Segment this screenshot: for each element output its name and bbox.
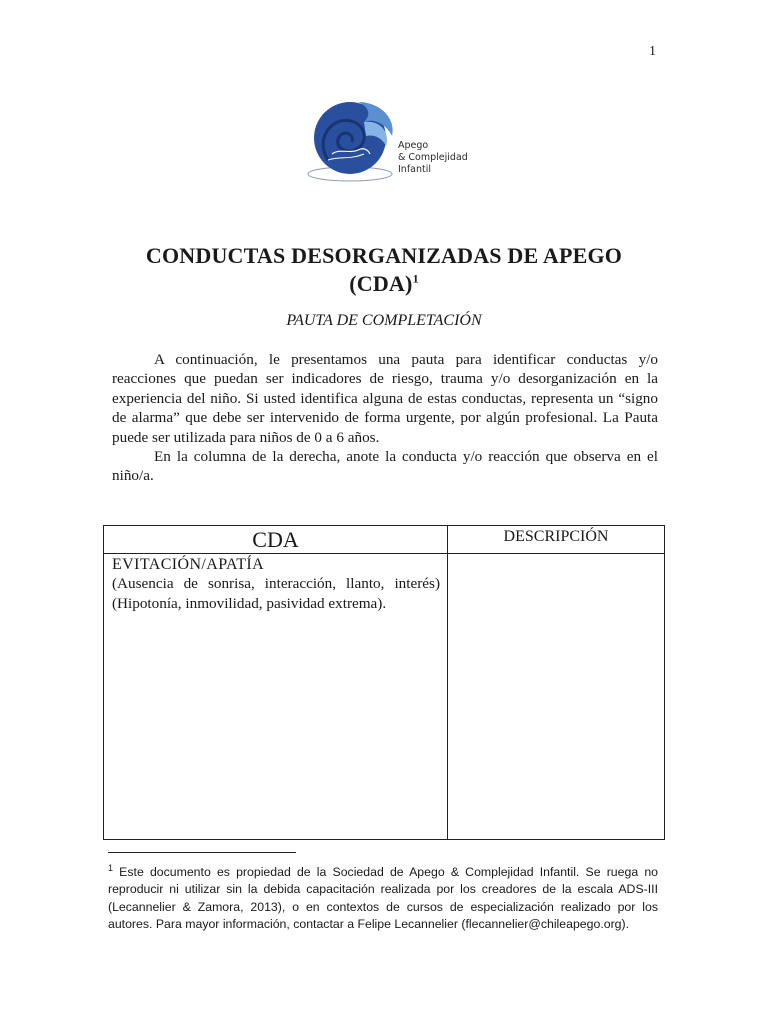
document-subtitle: PAUTA DE COMPLETACIÓN — [286, 312, 482, 329]
logo-line: Apego — [398, 140, 429, 151]
footnote — [108, 860, 658, 933]
description-cell[interactable] — [448, 554, 664, 839]
cda-table — [103, 525, 665, 840]
header-description: DESCRIPCIÓN — [503, 528, 609, 545]
category-detail: (Hipotonía, inmovilidad, pasividad extrema). — [112, 594, 387, 612]
document-title — [0, 242, 768, 298]
title-line-2: (CDA) — [349, 271, 413, 296]
title-footnote-ref: 1 — [412, 271, 419, 286]
footnote-marker: 1 — [108, 863, 114, 873]
category-label: EVITACIÓN/APATÍA — [112, 556, 265, 573]
logo-line: & Complejidad — [398, 152, 468, 163]
title-line-1: CONDUCTAS DESORGANIZADAS DE APEGO — [145, 243, 623, 268]
intro-paragraph: En la columna de la derecha, anote la conducta y/o reacción que observa en el niño/a. — [112, 448, 658, 485]
footnote-text: Este documento es propiedad de la Sociedad de Apego & Complejidad Infantil. Se ruega no reproducir ni utilizar sin la debida capacitación realizada por los creadores de la escala ADS-III (Lecannelier & Zamora, 2013), o en contextos de cursos de especialización realizado por los autores. Para mayor información, contactar a Felipe Lecannelier (flecannelier@chileapego.org). — [108, 865, 658, 931]
intro-text — [112, 350, 658, 486]
footnote-separator — [108, 852, 296, 853]
logo-wordmark — [398, 140, 468, 176]
page-number: 1 — [649, 44, 656, 59]
category-detail: (Ausencia de sonrisa, interacción, llanto, interés) — [112, 575, 440, 593]
header-cda: CDA — [252, 527, 299, 552]
logo-line: Infantil — [398, 164, 432, 175]
cda-cell — [112, 555, 440, 613]
intro-paragraph: A continuación, le presentamos una pauta para identificar conductas y/o reacciones que puedan ser indicadores de riesgo, trauma y/o desorganización en la experiencia del niño. Si usted identifica alguna de estas conductas, representa un “signo de alarma” que debe ser intervenido de forma urgente, por algún profesional. La Pauta puede ser utilizada para niños de 0 a 6 años. — [112, 351, 658, 446]
